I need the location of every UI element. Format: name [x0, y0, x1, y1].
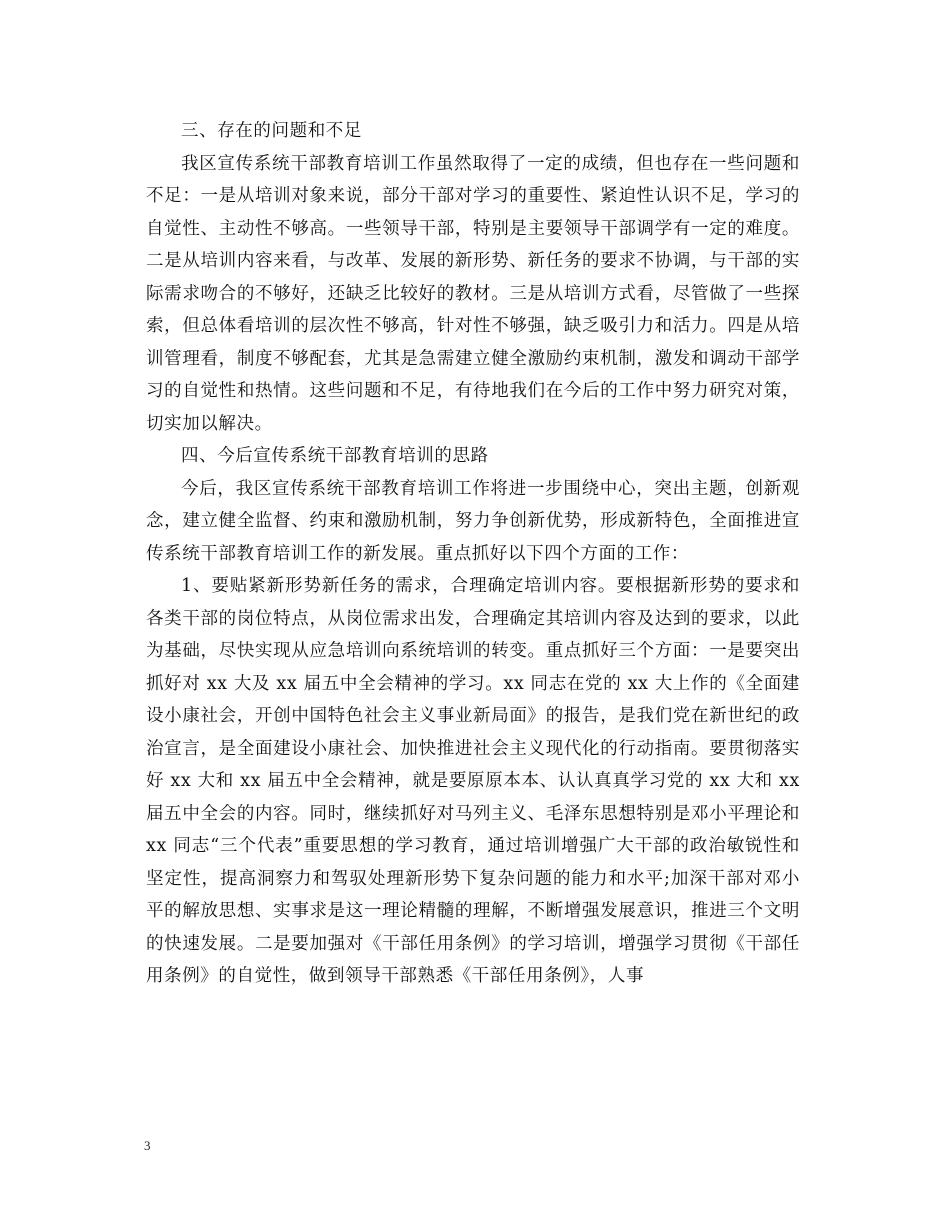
section-4-point-1-paragraph: 1、要贴紧新形势新任务的需求，合理确定培训内容。要根据新形势的要求和各类干部的岗位特点，从岗位需求出发，合理确定其培训内容及达到的要求，以此为基础，尽快实现从应急培训向系统培训的转变。重点抓好三个方面：一是要突出抓好对 xx 大及 xx 届五中全会精神的学习。xx 同志在党的 xx 大上作的《全面建设小康社会，开创中国特色社会主义事业新局面》的报告，是我们党在新世纪的政治宣言，是全面建设小康社会、加快推进社会主义现代化的行动指南。要贯彻落实好 xx 大和 xx 届五中全会精神，就是要原原本本、认认真真学习党的 xx 大和 xx 届五中全会的内容。同时，继续抓好对马列主义、毛泽东思想特别是邓小平理论和 xx 同志“三个代表”重要思想的学习教育，通过培训增强广大干部的政治敏锐性和坚定性，提高洞察力和驾驭处理新形势下复杂问题的能力和水平;加深干部对邓小平的解放思想、实事求是这一理论精髓的理解，不断增强发展意识，推进三个文明的快速发展。二是要加强对《干部任用条例》的学习培训，增强学习贯彻《干部任用条例》的自觉性，做到领导干部熟悉《干部任用条例》，人事 [146, 576, 800, 986]
page-number: 3 [144, 1138, 151, 1153]
document-body [146, 115, 800, 993]
section-4-heading: 四、今后宣传系统干部教育培训的思路 [181, 446, 489, 466]
section-3-heading: 三、存在的问题和不足 [181, 121, 362, 141]
section-3-paragraph: 我区宣传系统干部教育培训工作虽然取得了一定的成绩，但也存在一些问题和不足：一是从培训对象来说，部分干部对学习的重要性、紧迫性认识不足，学习的自觉性、主动性不够高。一些领导干部，特别是主要领导干部调学有一定的难度。二是从培训内容来看，与改革、发展的新形势、新任务的要求不协调，与干部的实际需求吻合的不够好，还缺乏比较好的教材。三是从培训方式看，尽管做了一些探索，但总体看培训的层次性不够高，针对性不够强，缺乏吸引力和活力。四是从培训管理看，制度不够配套，尤其是急需建立健全激励约束机制，激发和调动干部学习的自觉性和热情。这些问题和不足，有待地我们在今后的工作中努力研究对策，切实加以解决。 [146, 153, 800, 434]
section-4-intro-paragraph: 今后，我区宣传系统干部教育培训工作将进一步围绕中心，突出主题，创新观念，建立健全监督、约束和激励机制，努力争创新优势，形成新特色，全面推进宣传系统干部教育培训工作的新发展。重点抓好以下四个方面的工作： [146, 478, 800, 564]
